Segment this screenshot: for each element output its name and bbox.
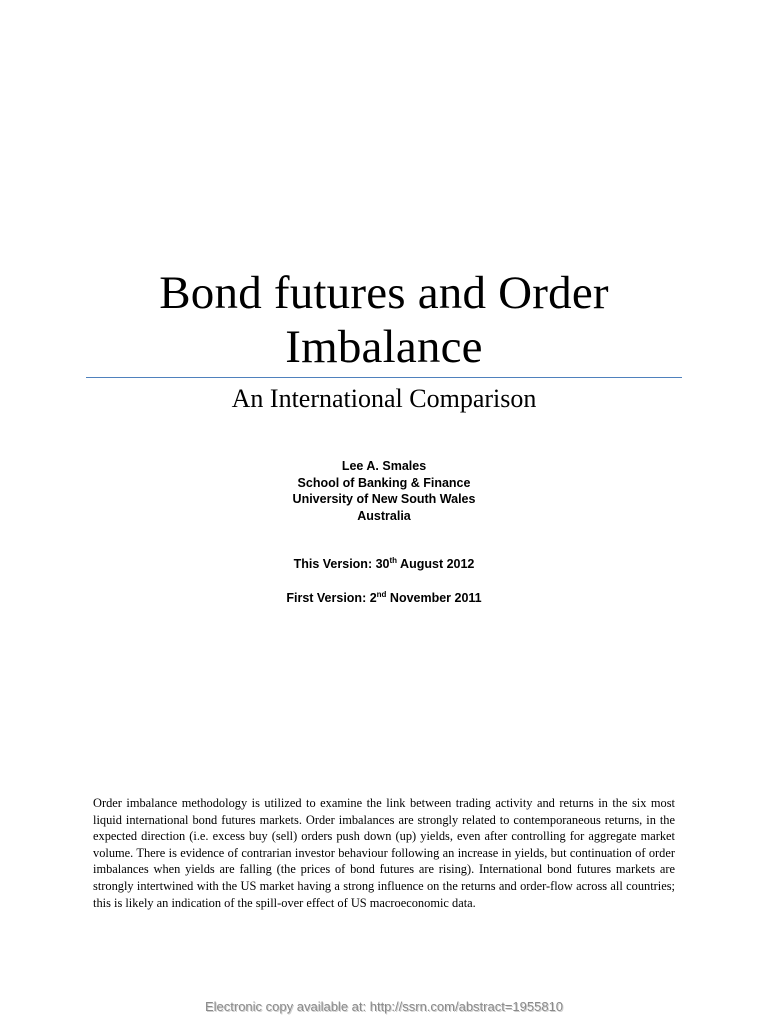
- paper-title-line-1: Bond futures and Order: [159, 267, 609, 319]
- ssrn-footer: Electronic copy available at: http://ssrn.com/abstract=1955810: [204, 999, 564, 1014]
- paper-title: [86, 266, 682, 374]
- paper-title-line-2: Imbalance: [285, 321, 483, 373]
- author-department: School of Banking & Finance: [297, 475, 471, 490]
- author-university: University of New South Wales: [292, 492, 476, 506]
- this-version-line: [184, 556, 584, 572]
- paper-subtitle: An International Comparison: [231, 384, 537, 413]
- this-version-label: This Version: 30: [293, 557, 390, 571]
- this-version-date: August 2012: [397, 557, 475, 571]
- first-version-line: [184, 590, 584, 606]
- author-country: Australia: [357, 508, 411, 523]
- first-version-label: First Version: 2: [286, 591, 377, 605]
- author-name: Lee A. Smales: [341, 459, 427, 473]
- first-version-date: November 2011: [386, 591, 482, 605]
- first-version-ordinal: nd: [376, 590, 387, 599]
- abstract-paragraph: Order imbalance methodology is utilized to examine the link between trading activity and returns in the six most liquid international bond futures markets. Order imbalances are strongly related to contemporaneous returns, in the expected direction (i.e. excess buy (sell) orders push down (up) yields, even after controlling for aggregate market volume. There is evidence of contrarian investor behaviour following an increase in yields, but continuation of order imbalances when yields are falling (the prices of bond futures are rising). International bond futures markets are strongly intertwined with the US market having a strong influence on the returns and order-flow across all countries; this is likely an indication of the spill-over effect of US macroeconomic data.: [93, 796, 675, 910]
- author-block: [184, 458, 584, 524]
- this-version-ordinal: th: [389, 556, 398, 565]
- title-divider: [86, 377, 682, 378]
